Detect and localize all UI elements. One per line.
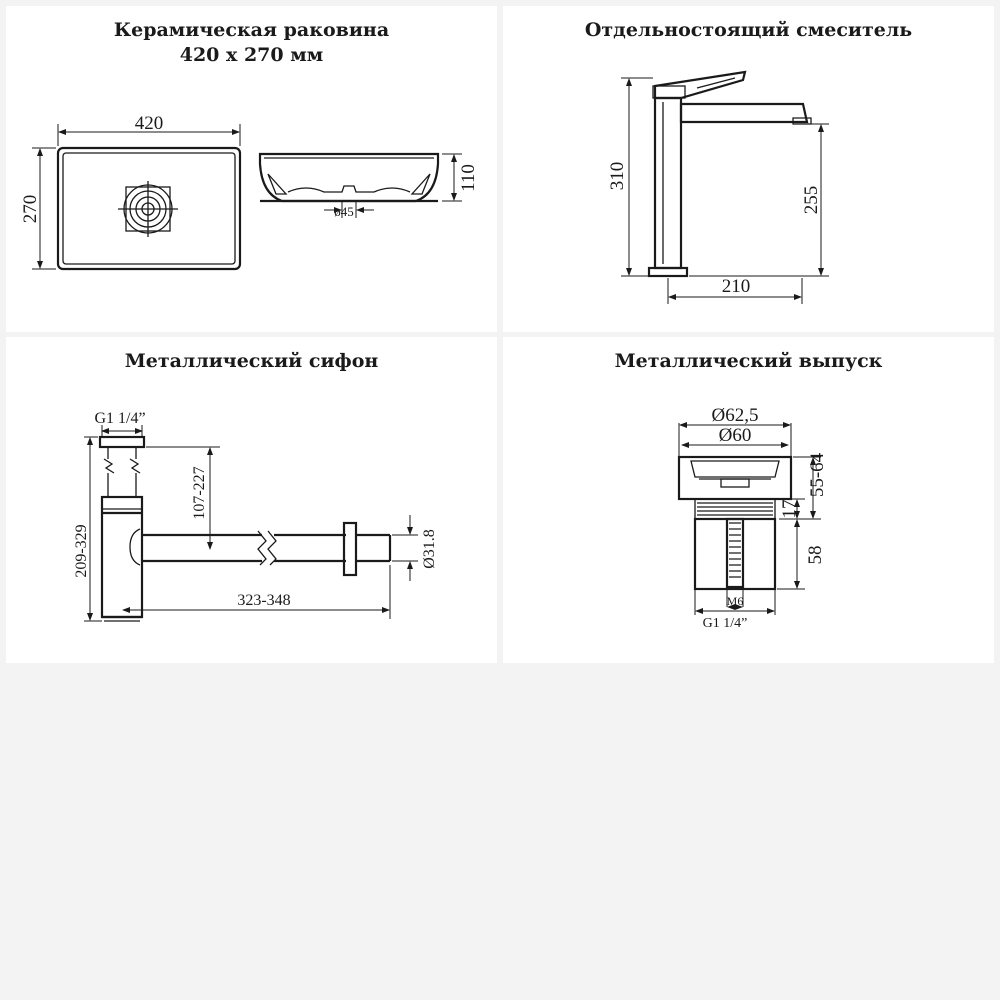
siphon-pipe-dimension bbox=[392, 515, 438, 581]
faucet-outline bbox=[649, 72, 811, 276]
faucet-panel bbox=[503, 6, 994, 332]
drain-body-dimension bbox=[777, 520, 826, 589]
drain-flange-dimension bbox=[777, 499, 805, 519]
sink-drawing bbox=[6, 6, 497, 332]
sink-width-dimension bbox=[58, 113, 240, 146]
siphon-inlet-range-label: 107-227 bbox=[191, 466, 208, 520]
siphon-title-text: Металлический сифон bbox=[124, 350, 379, 372]
sink-width-label: 420 bbox=[134, 113, 164, 134]
faucet-total-height-dimension bbox=[607, 78, 653, 276]
faucet-total-height-label: 310 bbox=[607, 161, 628, 191]
drain-panel bbox=[503, 337, 994, 663]
siphon-length-range-label: 323-348 bbox=[237, 592, 291, 609]
faucet-reach-label: 210 bbox=[721, 276, 751, 297]
siphon-panel bbox=[6, 337, 497, 663]
sink-drain-label: ø45 bbox=[334, 204, 354, 219]
siphon-inlet-range-dimension bbox=[146, 447, 220, 549]
drain-body-label: 58 bbox=[805, 545, 826, 565]
faucet-spout-height-label: 255 bbox=[801, 185, 822, 215]
drain-bolt-dimension bbox=[727, 589, 744, 608]
sink-height-label: 270 bbox=[20, 194, 41, 224]
sink-drain-dimension bbox=[324, 202, 374, 219]
sink-title-line2: 420 х 270 мм bbox=[179, 44, 324, 66]
sink-height-dimension bbox=[20, 148, 56, 269]
siphon-height-range-label: 209-329 bbox=[73, 524, 90, 578]
drain-outer-label: Ø62,5 bbox=[711, 405, 759, 426]
drain-inner-dimension bbox=[682, 425, 788, 446]
siphon-pipe-label: Ø31.8 bbox=[421, 529, 438, 569]
siphon-thread-label: G1 1/4” bbox=[94, 410, 146, 427]
drain-thread-label: G1 1/4” bbox=[702, 616, 748, 631]
siphon-height-range-dimension bbox=[73, 437, 102, 621]
sink-top-view bbox=[58, 148, 240, 269]
faucet-drawing bbox=[503, 6, 994, 332]
sink-depth-dimension bbox=[442, 154, 479, 201]
siphon-length-range-dimension bbox=[123, 565, 390, 619]
sink-depth-label: 110 bbox=[458, 164, 479, 192]
drain-title-text: Металлический выпуск bbox=[614, 350, 883, 372]
faucet-reach-dimension bbox=[668, 276, 802, 304]
drain-inner-label: Ø60 bbox=[718, 425, 752, 446]
siphon-drawing bbox=[6, 337, 497, 663]
faucet-spout-height-dimension bbox=[689, 124, 829, 276]
faucet-title-text: Отдельностоящий смеситель bbox=[584, 19, 913, 41]
drain-drawing bbox=[503, 337, 994, 663]
sink-title-line1: Керамическая раковина bbox=[113, 19, 390, 41]
drain-flange-label: 17 bbox=[779, 499, 800, 519]
sink-side-section bbox=[260, 154, 438, 201]
drain-bolt-label: M6 bbox=[726, 594, 744, 608]
siphon-thread-dimension bbox=[94, 410, 145, 437]
drain-body bbox=[679, 457, 791, 589]
drain-range-label: 55-64 bbox=[807, 452, 828, 498]
sink-panel bbox=[6, 6, 497, 332]
